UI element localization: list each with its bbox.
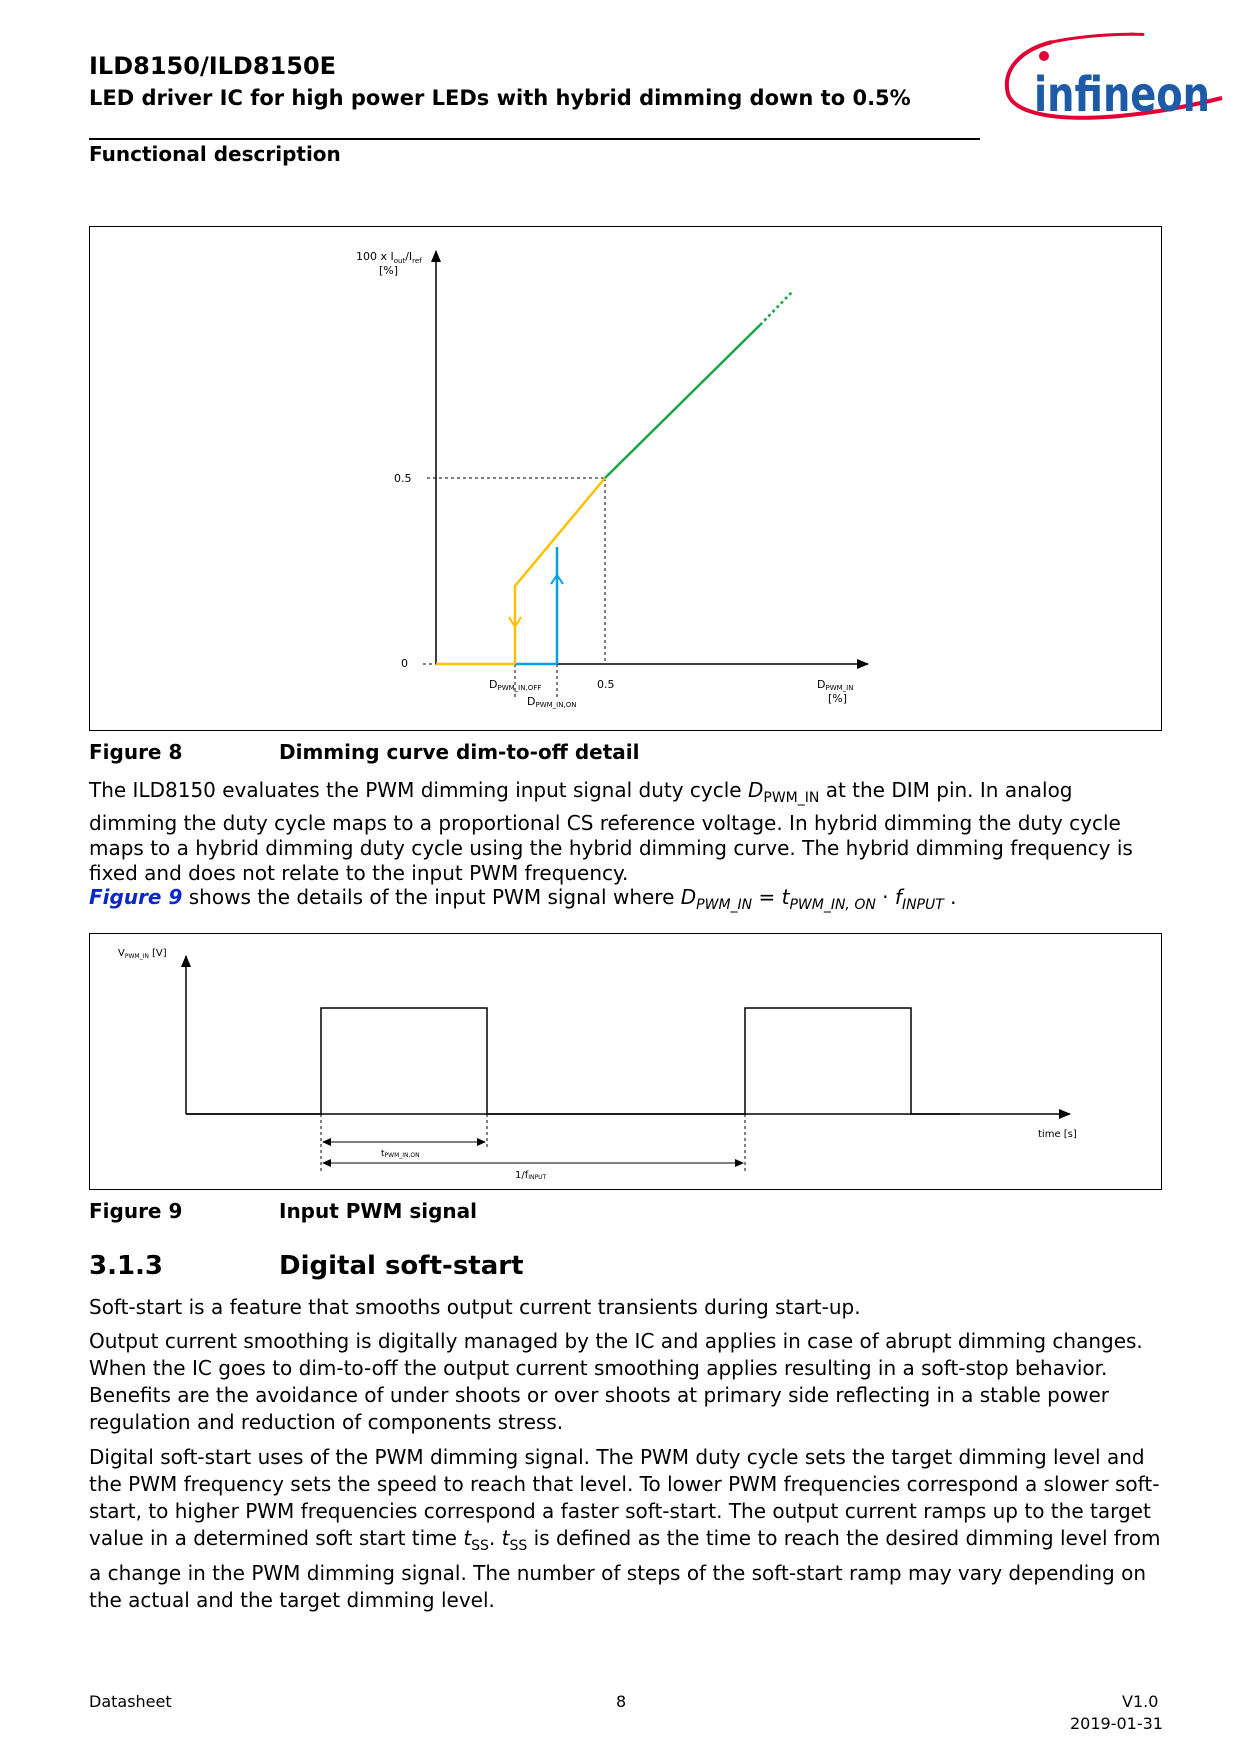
y-axis-label: $V_{PWM\_IN}$ [V] — [118, 948, 167, 960]
x-axis-label: time [s] — [1038, 1129, 1077, 1140]
y-axis-unit: [%] — [379, 264, 399, 277]
section-number: 3.1.3 — [89, 1251, 164, 1281]
paragraph-figure9-ref: Figure 9 shows the details of the input PWM signal where $D_{PWM\_IN} = t_{PWM\_IN, ON} \cdot f_{INPUT}$ . — [89, 885, 957, 913]
x-tick-0-5: 0.5 — [597, 678, 615, 691]
paragraph-current-smoothing: Output current smoothing is digitally managed by the IC and applies in case of abrupt dimming changes. When the IC goes to dim-to-off the output current smoothing applies resulting in a soft-stop behavior. Benefits are the avoidance of under shoots or over shoots at primary side reflecting in a stable power regulation and reduction of components stress. — [89, 1329, 1143, 1434]
x-axis-unit: [%] — [828, 692, 848, 705]
paragraph-pwm-evaluation: The ILD8150 evaluates the PWM dimming input signal duty cycle $D_{PWM\_IN}$ at the DIM pin. In analog dimming the duty cycle maps to a proportional CS reference voltage. In hybrid dimming the duty cycle maps to a hybrid dimming duty cycle using the hybrid dimming curve. The hybrid dimming frequency is fixed and does not relate to the input PWM frequency. — [89, 778, 1133, 885]
figure-8-title: Dimming curve dim-to-off detail — [279, 740, 640, 764]
curve-hybrid-segment — [515, 478, 605, 664]
curve-analog-extension — [760, 292, 792, 325]
figure-9-number: Figure 9 — [89, 1199, 183, 1223]
y-tick-0-5: 0.5 — [394, 472, 412, 485]
x-axis-label: DPWM_IN — [817, 678, 854, 692]
t-on-label: tPWM_IN,ON — [381, 1149, 420, 1159]
curve-analog-segment — [605, 325, 760, 478]
period-label: 1/fINPUT — [515, 1170, 547, 1181]
dimming-curve-chart — [90, 227, 1161, 730]
x-label-dpwm-off: DPWM_IN,OFF — [489, 678, 542, 692]
x-label-dpwm-on: DPWM_IN,ON — [527, 695, 577, 709]
logo-dot — [1039, 51, 1049, 61]
y-tick-0: 0 — [401, 657, 408, 670]
figure-9-caption — [89, 1199, 789, 1225]
figure-8-box — [89, 226, 1162, 731]
figure-9-link[interactable]: Figure 9 — [89, 885, 183, 909]
document-title: ILD8150/ILD8150E — [89, 52, 337, 80]
input-pwm-signal-chart — [90, 934, 1161, 1189]
logo-swoosh-top — [1052, 34, 1143, 42]
footer-page-number: 8 — [616, 1692, 627, 1711]
figure-9-box — [89, 933, 1162, 1190]
paragraph-digital-soft-start: Digital soft-start uses of the PWM dimming signal. The PWM duty cycle sets the target dimming level and the PWM frequency sets the speed to reach that level. To lower PWM frequencies correspond a slower soft-start, to higher PWM frequencies correspond a faster soft-start. The output current ramps up to the target value in a determined soft start time $t_{SS}$. $t_{SS}$ is defined as the time to reach the desired dimming level from a change in the PWM dimming signal. The number of steps of the soft-start ramp may vary depending on the actual and the target dimming level. — [89, 1445, 1161, 1612]
document-subtitle: LED driver IC for high power LEDs with hybrid dimming down to 0.5% — [89, 86, 911, 110]
figure-8-caption — [89, 740, 789, 766]
section-title: Digital soft-start — [279, 1251, 524, 1281]
logo-text: infineon — [1034, 67, 1210, 123]
footer-version: V1.0 — [1122, 1692, 1159, 1711]
infineon-logo — [1000, 22, 1230, 132]
header-rule — [89, 138, 980, 140]
figure-8-number: Figure 8 — [89, 740, 183, 764]
section-heading: Functional description — [89, 142, 341, 166]
y-axis-label: 100 x $I_{out}/I_{ref}$ — [356, 250, 422, 265]
pwm-waveform — [186, 1008, 960, 1114]
figure-9-title: Input PWM signal — [279, 1199, 478, 1223]
footer-date: 2019-01-31 — [1070, 1714, 1163, 1733]
paragraph-soft-start-intro: Soft-start is a feature that smooths output current transients during start-up. — [89, 1295, 861, 1319]
footer-doc-type: Datasheet — [89, 1692, 172, 1711]
